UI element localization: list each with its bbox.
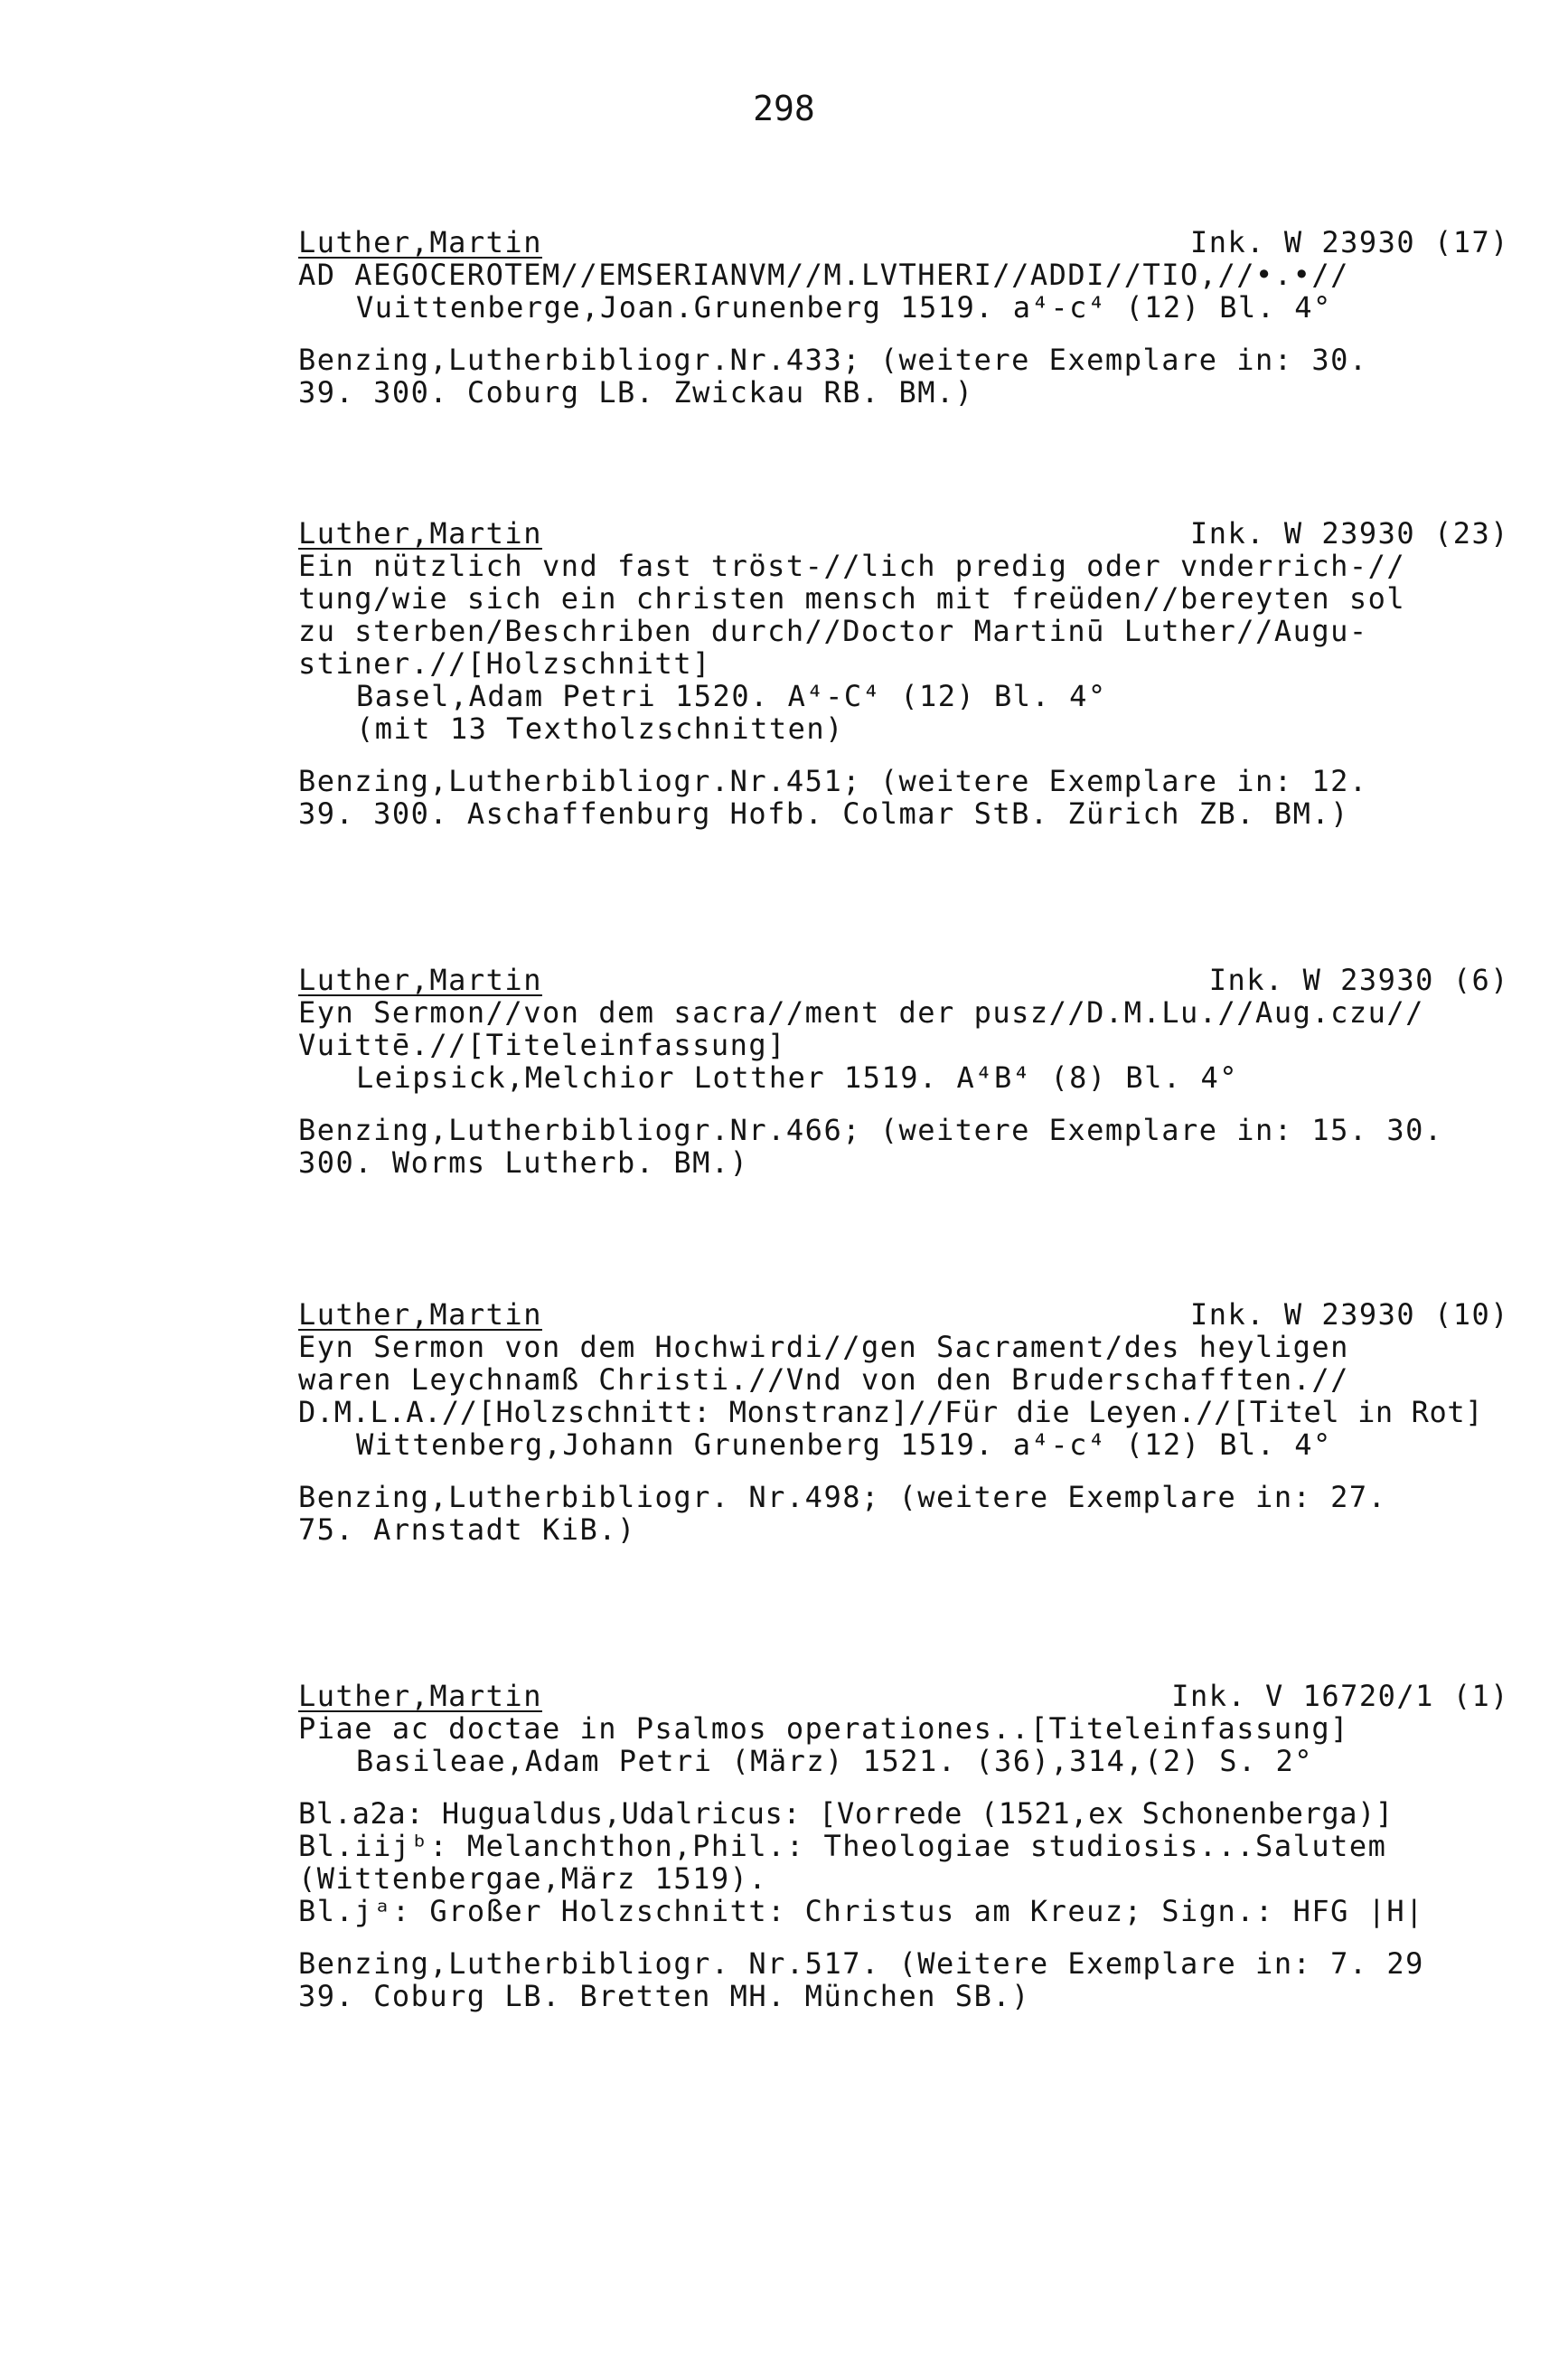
imprint-line: Basel,Adam Petri 1520. A⁴-C⁴ (12) Bl. 4° [356,679,1107,713]
benzing-reference: 75. Arnstadt KiB.) [298,1512,636,1547]
title-line: Eyn Sermon//von dem sacra//ment der pusz//D.M.Lu.//Aug.czu// [298,995,1424,1030]
title-line: Eyn Sermon von dem Hochwirdi//gen Sacrament/des heyligen [298,1330,1349,1364]
entry-header [298,964,1509,996]
entry-header [298,1680,1509,1712]
imprint-line: Basileae,Adam Petri (März) 1521. (36),314,(2) S. 2° [356,1744,1314,1778]
catalog-entry [298,1298,1509,1546]
benzing-reference: Benzing,Lutherbibliogr.Nr.451; (weitere Exemplare in: 12. [298,764,1368,798]
benzing-reference: 300. Worms Lutherb. BM.) [298,1145,749,1180]
inventory-number: Ink. W 23930 (6) [1208,963,1509,997]
note-line: (mit 13 Textholzschnitten) [356,711,844,746]
benzing-reference: Benzing,Lutherbibliogr. Nr.498; (weitere Exemplare in: 27. [298,1480,1387,1514]
inventory-number: Ink. V 16720/1 (1) [1171,1679,1509,1713]
page-number: 298 [753,89,815,128]
benzing-reference: 39. 300. Aschaffenburg Hofb. Colmar StB. Zürich ZB. BM.) [298,796,1349,831]
inventory-number: Ink. W 23930 (17) [1189,225,1509,259]
imprint-line: Vuittenberge,Joan.Grunenberg 1519. a⁴-c⁴ (12) Bl. 4° [356,290,1332,325]
title-line: tung/wie sich ein christen mensch mit freüden//bereyten sol [298,581,1406,616]
catalog-entry [298,517,1509,830]
note-line: Bl.a2a: Hugualdus,Udalricus: [Vorrede (1521,ex Schonenberga)] [298,1796,1394,1831]
author-name: Luther,Martin [298,963,542,997]
note-line: Bl.jᵃ: Großer Holzschnitt: Christus am Kreuz; Sign.: HFG |H| [298,1894,1424,1928]
benzing-reference: 39. Coburg LB. Bretten MH. München SB.) [298,1979,1030,2013]
author-name: Luther,Martin [298,1297,542,1332]
catalog-entry [298,964,1509,1179]
catalog-entry [298,226,1509,409]
inventory-number: Ink. W 23930 (10) [1189,1297,1509,1332]
benzing-reference: Benzing,Lutherbibliogr.Nr.433; (weitere Exemplare in: 30. [298,343,1368,377]
note-line: (Wittenbergae,März 1519). [298,1861,768,1896]
title-line: waren Leychnamß Christi.//Vnd von den Bruderschafften.// [298,1362,1349,1397]
title-line: Ein nützlich vnd fast tröst-//lich predig oder vnderrich-// [298,549,1406,583]
author-name: Luther,Martin [298,516,542,551]
entry-header [298,1298,1509,1331]
title-line: zu sterben/Beschriben durch//Doctor Martinū Luther//Augu- [298,614,1368,648]
catalog-entry [298,1680,1509,2012]
benzing-reference: Benzing,Lutherbibliogr. Nr.517. (Weitere Exemplare in: 7. 29 [298,1946,1424,1981]
imprint-line: Wittenberg,Johann Grunenberg 1519. a⁴-c⁴ (12) Bl. 4° [356,1427,1332,1462]
title-line: Vuittē.//[Titeleinfassung] [298,1028,786,1062]
benzing-reference: Benzing,Lutherbibliogr.Nr.466; (weitere Exemplare in: 15. 30. [298,1113,1443,1147]
entry-header [298,517,1509,550]
title-line: Piae ac doctae in Psalmos operationes..[Titeleinfassung] [298,1711,1349,1746]
title-line: stiner.//[Holzschnitt] [298,646,711,681]
author-name: Luther,Martin [298,225,542,259]
entry-header [298,226,1509,259]
imprint-line: Leipsick,Melchior Lotther 1519. A⁴B⁴ (8) Bl. 4° [356,1060,1238,1095]
title-line: D.M.L.A.//[Holzschnitt: Monstranz]//Für die Leyen.//[Titel in Rot] [298,1395,1484,1429]
inventory-number: Ink. W 23930 (23) [1189,516,1509,551]
benzing-reference: 39. 300. Coburg LB. Zwickau RB. BM.) [298,375,974,410]
note-line: Bl.iijᵇ: Melanchthon,Phil.: Theologiae studiosis...Salutem [298,1829,1387,1863]
author-name: Luther,Martin [298,1679,542,1713]
title-line: AD AEGOCEROTEM//EMSERIANVM//M.LVTHERI//ADDI//TIO,//•.•// [298,258,1349,292]
